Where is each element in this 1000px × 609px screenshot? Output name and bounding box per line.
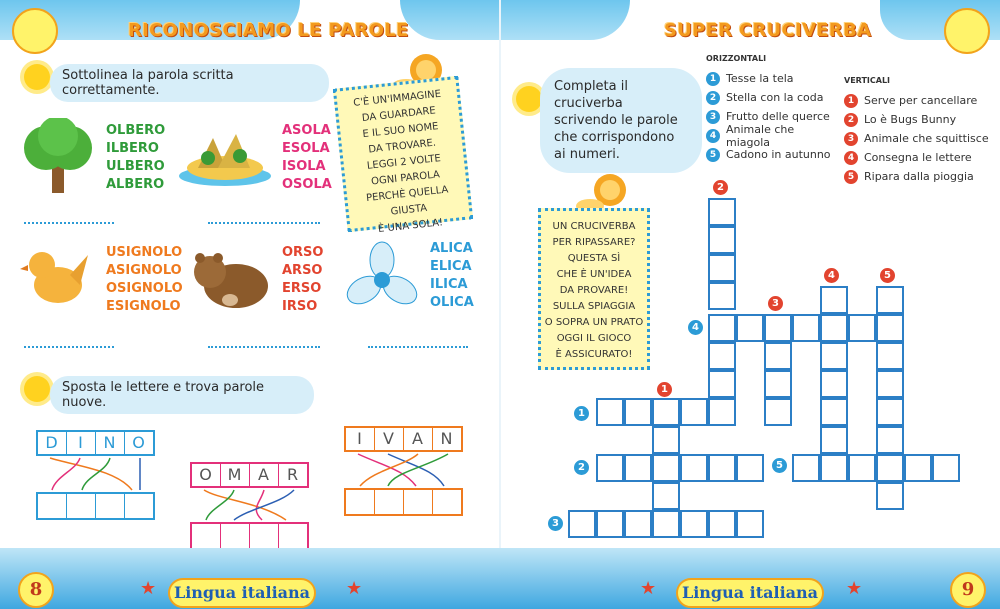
crossword-cell[interactable] bbox=[876, 426, 904, 454]
crossword-cell[interactable] bbox=[652, 482, 680, 510]
anagram-answer-dino[interactable] bbox=[36, 492, 155, 520]
sun-icon bbox=[516, 86, 542, 112]
crossword-cell[interactable] bbox=[624, 398, 652, 426]
answer-line[interactable] bbox=[24, 346, 114, 348]
clue-text: Tesse la tela bbox=[726, 72, 794, 85]
letter: I bbox=[67, 432, 96, 454]
letter: N bbox=[96, 432, 125, 454]
card-line: PERCHÈ QUELLA GIUSTA bbox=[365, 184, 449, 218]
island-illustration bbox=[178, 128, 273, 188]
crossword-cell[interactable] bbox=[680, 454, 708, 482]
footer-subject-left: Lingua italiana bbox=[168, 578, 316, 608]
starfish-icon: ★ bbox=[140, 578, 157, 599]
clue-number: 2 bbox=[844, 113, 858, 127]
card-line: QUESTA SÌ bbox=[567, 253, 621, 264]
card-line: È UNA SOLA! bbox=[377, 217, 444, 235]
clue-number: 5 bbox=[844, 170, 858, 184]
sun-icon bbox=[24, 64, 50, 90]
word-option[interactable]: ASIGNOLO bbox=[106, 263, 182, 278]
crossword-cell[interactable] bbox=[596, 398, 624, 426]
card-line: CHE È UN'IDEA bbox=[556, 269, 632, 280]
crossword-cell[interactable] bbox=[596, 454, 624, 482]
card-line: DA GUARDARE bbox=[361, 105, 437, 125]
crossword-cell[interactable] bbox=[764, 314, 792, 342]
answer-cell[interactable] bbox=[279, 524, 307, 548]
right-page-title: SUPER CRUCIVERBA bbox=[664, 20, 872, 41]
instruction-move-letters: Sposta le lettere e trova parole nuove. bbox=[50, 376, 314, 414]
down-heading: VERTICALI bbox=[844, 76, 891, 85]
clue-text: Cadono in autunno bbox=[726, 148, 831, 161]
crossword-cell[interactable] bbox=[820, 342, 848, 370]
letter: D bbox=[38, 432, 67, 454]
crossword-cell[interactable] bbox=[708, 398, 736, 426]
letter: N bbox=[440, 429, 454, 448]
answer-cell[interactable] bbox=[375, 490, 404, 514]
letter: R bbox=[286, 465, 300, 484]
clue-number: 1 bbox=[706, 72, 720, 86]
answer-cell[interactable] bbox=[125, 494, 153, 518]
grid-number-down-1: 1 bbox=[657, 382, 672, 397]
crossword-cell[interactable] bbox=[820, 454, 848, 482]
crossword-cell[interactable] bbox=[708, 254, 736, 282]
clue-text: Stella con la coda bbox=[726, 91, 824, 104]
clue-down bbox=[844, 110, 994, 129]
grid-number-across-3: 3 bbox=[548, 516, 563, 531]
word-option[interactable]: ESIGNOLO bbox=[106, 299, 181, 314]
anagram-source-dino bbox=[36, 430, 155, 456]
crossword-cell[interactable] bbox=[820, 398, 848, 426]
word-list-bear bbox=[282, 244, 323, 316]
word-option[interactable]: ERSO bbox=[282, 281, 322, 296]
card-line: È ASSICURATO! bbox=[555, 349, 633, 360]
clue-number: 1 bbox=[844, 94, 858, 108]
grid-number-down-2: 2 bbox=[713, 180, 728, 195]
crossword-cell[interactable] bbox=[652, 454, 680, 482]
clue-across bbox=[706, 88, 836, 107]
page-number-badge-right bbox=[950, 572, 986, 608]
crossword-cell[interactable] bbox=[596, 510, 624, 538]
anagram-source-omar bbox=[190, 462, 309, 488]
clue-number: 5 bbox=[706, 148, 720, 162]
card-line: PER RIPASSARE? bbox=[552, 237, 636, 248]
answer-cell[interactable] bbox=[221, 524, 250, 548]
clue-text: Consegna le lettere bbox=[864, 151, 972, 164]
letter: O bbox=[132, 433, 146, 452]
crossword-cell[interactable] bbox=[680, 510, 708, 538]
crossword-cell[interactable] bbox=[904, 454, 932, 482]
crossword-cell[interactable] bbox=[820, 314, 848, 342]
anagram-answer-omar[interactable] bbox=[190, 522, 309, 550]
starfish-icon: ★ bbox=[640, 578, 657, 599]
word-option[interactable]: OLICA bbox=[430, 295, 474, 310]
word-option[interactable]: OSOLA bbox=[282, 177, 332, 192]
word-list-bird bbox=[106, 244, 183, 316]
crossword-cell[interactable] bbox=[820, 286, 848, 314]
answer-line[interactable] bbox=[208, 346, 320, 348]
grid-number-down-5: 5 bbox=[880, 268, 895, 283]
crossword-cell[interactable] bbox=[792, 454, 820, 482]
word-option[interactable]: ELICA bbox=[430, 259, 472, 274]
clue-number: 4 bbox=[844, 151, 858, 165]
clue-across bbox=[706, 122, 836, 149]
lion-card-right bbox=[538, 208, 650, 370]
crossword-cell[interactable] bbox=[652, 426, 680, 454]
clue-across bbox=[706, 145, 836, 164]
crossword-cell[interactable] bbox=[764, 398, 792, 426]
clue-down bbox=[844, 91, 994, 110]
clue-text: Ripara dalla pioggia bbox=[864, 170, 974, 183]
grid-number-across-5: 5 bbox=[772, 458, 787, 473]
crossword-cell[interactable] bbox=[876, 454, 904, 482]
grid-number-down-4: 4 bbox=[824, 268, 839, 283]
clue-number: 4 bbox=[706, 129, 720, 143]
page-number-left: 8 bbox=[29, 579, 43, 600]
down-clues bbox=[844, 76, 994, 186]
word-option[interactable]: OSIGNOLO bbox=[106, 281, 183, 296]
letter: A bbox=[250, 464, 279, 486]
crossword-cell[interactable] bbox=[876, 482, 904, 510]
clue-text: Serve per cancellare bbox=[864, 94, 978, 107]
anagram-answer-ivan[interactable] bbox=[344, 488, 463, 516]
left-page-title: RICONOSCIAMO LE PAROLE bbox=[128, 20, 409, 41]
crossword-cell[interactable] bbox=[708, 198, 736, 226]
crossword-cell[interactable] bbox=[736, 510, 764, 538]
crossword-cell[interactable] bbox=[820, 370, 848, 398]
anagram-source-ivan bbox=[344, 426, 463, 452]
bird-illustration bbox=[20, 245, 90, 310]
crossword-cell[interactable] bbox=[708, 454, 736, 482]
top-banner-center bbox=[400, 0, 630, 40]
answer-cell[interactable] bbox=[404, 490, 433, 514]
word-option[interactable]: ASOLA bbox=[282, 123, 331, 138]
letter: I bbox=[346, 428, 375, 450]
instruction-crossword: Completa il cruciverba scrivendo le parole che corrispondono ai numeri. bbox=[540, 68, 702, 173]
starfish-icon: ★ bbox=[346, 578, 363, 599]
crossword-cell[interactable] bbox=[876, 286, 904, 314]
tree-illustration bbox=[18, 118, 98, 198]
crossword-cell[interactable] bbox=[708, 226, 736, 254]
answer-line[interactable] bbox=[24, 222, 114, 224]
card-line: SULLA SPIAGGIA bbox=[552, 301, 636, 312]
crossword-cell[interactable] bbox=[848, 454, 876, 482]
crossword-cell[interactable] bbox=[820, 426, 848, 454]
crossword-cell[interactable] bbox=[652, 510, 680, 538]
anagram-arrows-dino bbox=[36, 456, 166, 496]
crossword-cell[interactable] bbox=[876, 370, 904, 398]
answer-cell[interactable] bbox=[346, 490, 375, 514]
word-list-propeller bbox=[430, 240, 474, 312]
answer-line[interactable] bbox=[208, 222, 320, 224]
card-line: OGGI IL GIOCO bbox=[556, 333, 632, 344]
grid-number-across-2: 2 bbox=[574, 460, 589, 475]
word-option[interactable]: ESOLA bbox=[282, 141, 330, 156]
word-option[interactable]: ARSO bbox=[282, 263, 323, 278]
clue-text: Frutto delle querce bbox=[726, 110, 830, 123]
clue-text: Animale che squittisce bbox=[864, 132, 989, 145]
word-option[interactable]: ORSO bbox=[282, 245, 324, 260]
page-divider bbox=[499, 0, 501, 548]
word-option[interactable]: ULBERO bbox=[106, 159, 165, 174]
card-line: DA PROVARE! bbox=[559, 285, 629, 296]
crossword-cell[interactable] bbox=[876, 314, 904, 342]
grid-number-down-3: 3 bbox=[768, 296, 783, 311]
answer-cell[interactable] bbox=[96, 494, 125, 518]
footer-subject-right: Lingua italiana bbox=[676, 578, 824, 608]
card-line: UN CRUCIVERBA bbox=[552, 221, 636, 232]
page-number-badge-left bbox=[18, 572, 54, 608]
crossword-cell[interactable] bbox=[708, 370, 736, 398]
word-option[interactable]: ILICA bbox=[430, 277, 468, 292]
grid-number-across-1: 1 bbox=[574, 406, 589, 421]
crossword-cell[interactable] bbox=[680, 398, 708, 426]
card-line: LEGGI 2 VOLTE bbox=[366, 153, 442, 172]
letter: M bbox=[221, 464, 250, 486]
letter: O bbox=[192, 464, 221, 486]
lion-card-left bbox=[333, 76, 473, 235]
instruction-underline: Sottolinea la parola scritta correttamente. bbox=[50, 64, 329, 102]
word-option[interactable]: ISOLA bbox=[282, 159, 326, 174]
crossword-cell[interactable] bbox=[876, 342, 904, 370]
crossword-cell[interactable] bbox=[624, 510, 652, 538]
clue-number: 3 bbox=[844, 132, 858, 146]
answer-cell[interactable] bbox=[38, 494, 67, 518]
clue-number: 3 bbox=[706, 110, 720, 124]
crossword-cell[interactable] bbox=[764, 370, 792, 398]
word-list-tree bbox=[106, 122, 165, 194]
word-list-island bbox=[282, 122, 332, 194]
across-clues bbox=[706, 54, 836, 164]
answer-cell[interactable] bbox=[433, 490, 461, 514]
crossword-cell[interactable] bbox=[708, 282, 736, 310]
crossword-cell[interactable] bbox=[736, 454, 764, 482]
word-option[interactable]: USIGNOLO bbox=[106, 245, 183, 260]
clue-down bbox=[844, 167, 994, 186]
card-line: O SOPRA UN PRATO bbox=[544, 317, 644, 328]
crossword-cell[interactable] bbox=[624, 454, 652, 482]
clue-text: Animale che miagola bbox=[726, 122, 795, 149]
card-line: C'È UN'IMMAGINE bbox=[352, 88, 442, 109]
grid-number-across-4: 4 bbox=[688, 320, 703, 335]
letter: V bbox=[375, 428, 404, 450]
clue-across bbox=[706, 69, 836, 88]
crossword-cell[interactable] bbox=[736, 314, 764, 342]
crossword-cell[interactable] bbox=[876, 398, 904, 426]
crossword-cell[interactable] bbox=[708, 314, 736, 342]
crossword-cell[interactable] bbox=[792, 314, 820, 342]
card-line: OGNI PAROLA bbox=[370, 169, 441, 188]
anagram-arrows-ivan bbox=[344, 452, 474, 492]
sun-icon bbox=[24, 376, 50, 402]
word-option[interactable]: ALICA bbox=[430, 241, 473, 256]
crossword-cell[interactable] bbox=[764, 342, 792, 370]
crossword-cell[interactable] bbox=[708, 342, 736, 370]
card-line: DA TROVARE. bbox=[367, 137, 437, 156]
clue-number: 2 bbox=[706, 91, 720, 105]
clue-down bbox=[844, 148, 994, 167]
crossword-cell[interactable] bbox=[708, 510, 736, 538]
crossword-cell[interactable] bbox=[568, 510, 596, 538]
word-option[interactable]: OLBERO bbox=[106, 123, 166, 138]
card-line: E IL SUO NOME bbox=[362, 121, 440, 141]
letter: A bbox=[404, 428, 433, 450]
clue-text: Lo è Bugs Bunny bbox=[864, 113, 957, 126]
page-number-right: 9 bbox=[961, 579, 975, 600]
word-option[interactable]: ALBERO bbox=[106, 177, 165, 192]
word-option[interactable]: IRSO bbox=[282, 299, 318, 314]
across-heading: ORIZZONTALI bbox=[706, 54, 767, 63]
crossword-cell[interactable] bbox=[848, 314, 876, 342]
answer-cell[interactable] bbox=[192, 524, 221, 548]
crossword-cell[interactable] bbox=[652, 398, 680, 426]
answer-cell[interactable] bbox=[250, 524, 279, 548]
answer-line[interactable] bbox=[368, 346, 468, 348]
answer-cell[interactable] bbox=[67, 494, 96, 518]
starfish-icon: ★ bbox=[846, 578, 863, 599]
clue-down bbox=[844, 129, 994, 148]
logo-badge-left bbox=[12, 8, 58, 54]
word-option[interactable]: ILBERO bbox=[106, 141, 159, 156]
logo-badge-right bbox=[944, 8, 990, 54]
bear-illustration bbox=[190, 248, 272, 313]
propeller-illustration bbox=[344, 240, 420, 316]
crossword-cell[interactable] bbox=[932, 454, 960, 482]
